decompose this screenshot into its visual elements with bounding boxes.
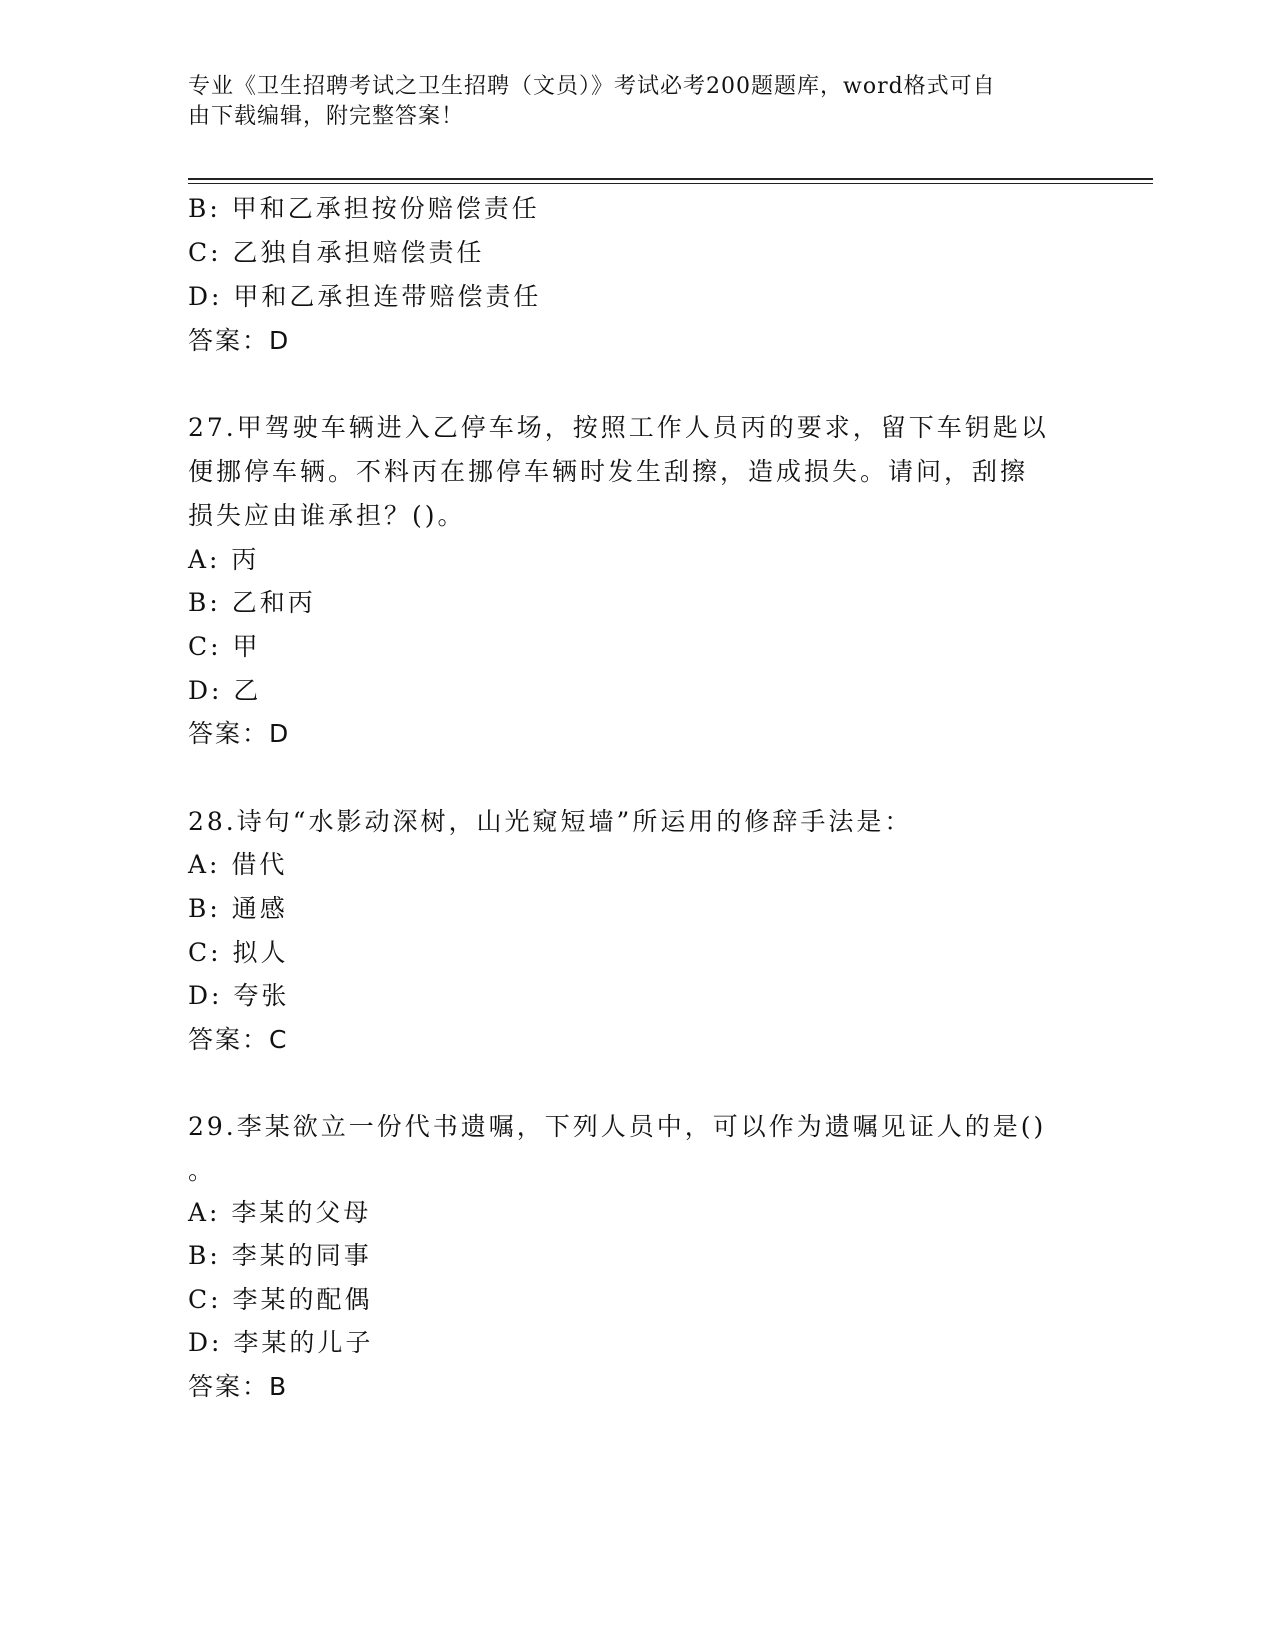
q28-option-d: D: 夸张 [188, 981, 290, 1010]
header-divider-thick [188, 178, 1153, 180]
q26-option-c: C: 乙独自承担赔偿责任 [188, 238, 485, 267]
q27-option-b: B: 乙和丙 [188, 588, 316, 617]
header-line-2: 由下载编辑，附完整答案！ [188, 104, 465, 129]
q28-stem-line-1: 28.诗句“水影动深树，山光窥短墙”所运用的修辞手法是： [188, 807, 913, 836]
q29-option-c: C: 李某的配偶 [188, 1285, 373, 1314]
q27-stem-line-2: 便挪停车辆。不料丙在挪停车辆时发生刮擦，造成损失。请问，刮擦 [188, 457, 1029, 486]
document-header [188, 72, 1068, 132]
header-line-1: 专业《卫生招聘考试之卫生招聘（文员）》考试必考200题题库，word格式可自 [188, 74, 996, 99]
q29-option-a: A: 李某的父母 [188, 1198, 372, 1227]
q29-stem-line-1: 29.李某欲立一份代书遗嘱，下列人员中，可以作为遗嘱见证人的是() [188, 1112, 1047, 1141]
q29-option-b: B: 李某的同事 [188, 1241, 372, 1270]
q28-option-a: A: 借代 [188, 850, 288, 879]
q26-answer: 答案：D [188, 326, 291, 355]
q27-stem-line-1: 27.甲驾驶车辆进入乙停车场，按照工作人员丙的要求，留下车钥匙以 [188, 413, 1049, 442]
q28-answer: 答案：C [188, 1025, 289, 1054]
header-divider-thin [188, 183, 1153, 184]
q27-stem-line-3: 损失应由谁承担？()。 [188, 501, 466, 530]
q29-stem-line-2: 。 [188, 1156, 217, 1185]
q27-answer: 答案：D [188, 719, 291, 748]
q26-option-b: B: 甲和乙承担按份赔偿责任 [188, 194, 540, 223]
q26-option-d: D: 甲和乙承担连带赔偿责任 [188, 282, 542, 311]
q29-answer: 答案：B [188, 1372, 289, 1401]
q28-option-c: C: 拟人 [188, 938, 289, 967]
q28-option-b: B: 通感 [188, 894, 288, 923]
q27-option-a: A: 丙 [188, 545, 260, 574]
q27-option-c: C: 甲 [188, 632, 261, 661]
q29-option-d: D: 李某的儿子 [188, 1328, 374, 1357]
q27-option-d: D: 乙 [188, 676, 262, 705]
